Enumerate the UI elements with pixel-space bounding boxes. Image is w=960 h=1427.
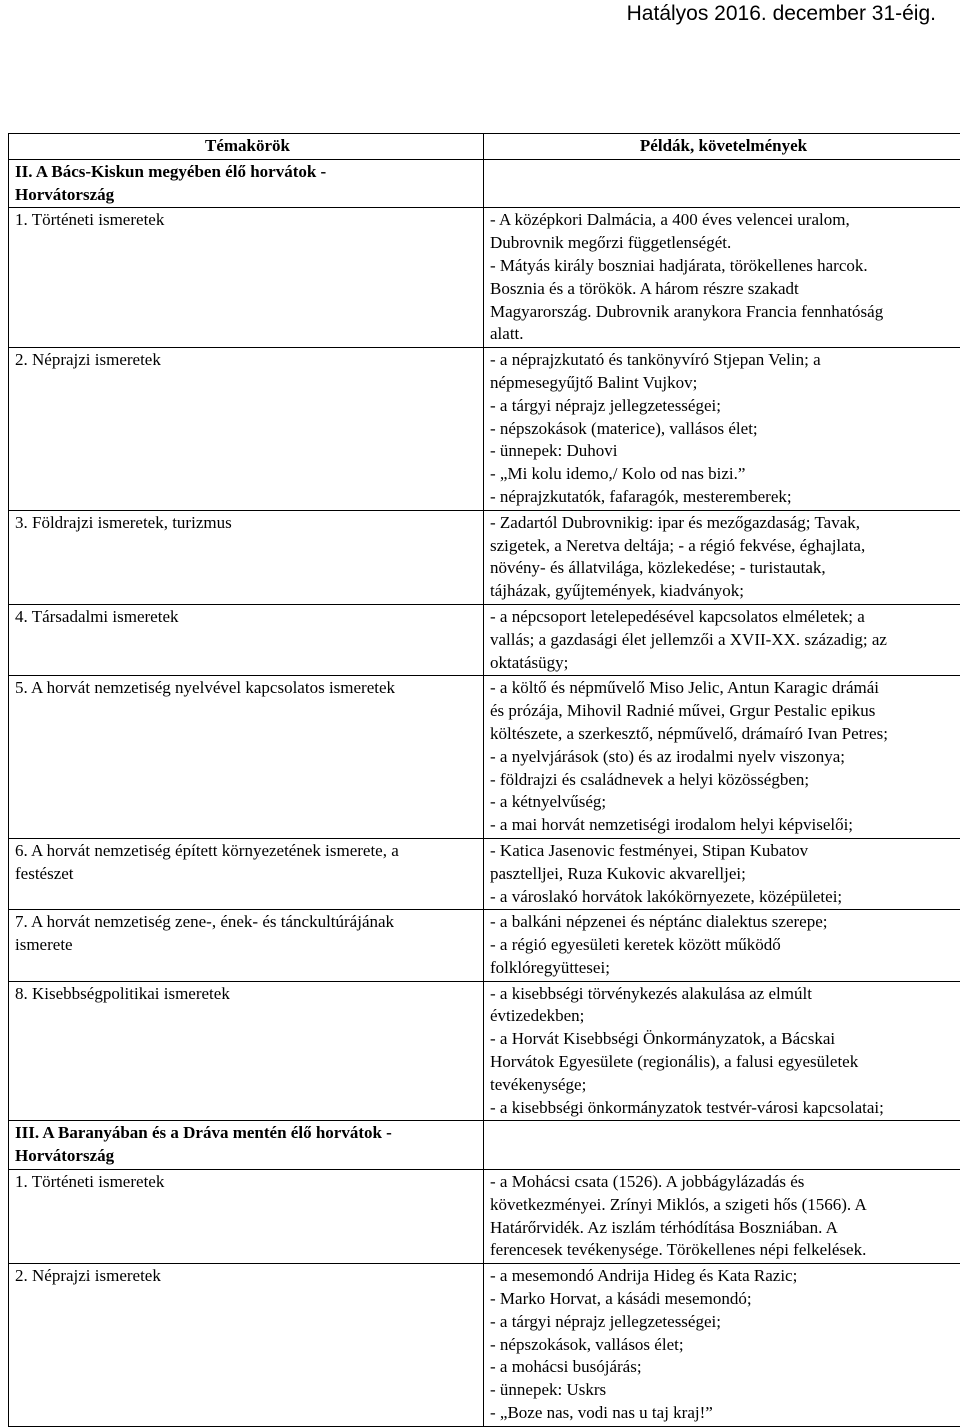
requirement-text: - a mesemondó Andrija Hideg és Kata Razic; <box>490 1265 957 1288</box>
requirement-text: Horvátok Egyesülete (regionális), a falusi egyesületek <box>490 1051 957 1074</box>
topic-text: 2. Néprajzi ismeretek <box>15 349 480 372</box>
requirement-text: - Katica Jasenovic festményei, Stipan Kubatov <box>490 840 957 863</box>
requirement-text: - Zadartól Dubrovnikig: ipar és mezőgazdaság; Tavak, <box>490 512 957 535</box>
requirement-text: - a régió egyesületi keretek között működő <box>490 934 957 957</box>
column-header-requirements: Példák, követelmények <box>484 134 960 160</box>
requirement-text: - népszokások (materice), vallásos élet; <box>490 418 957 441</box>
topic-text: 1. Történeti ismeretek <box>15 1171 480 1194</box>
requirement-text: tevékenysége; <box>490 1074 957 1097</box>
requirement-text: - ünnepek: Uskrs <box>490 1379 957 1402</box>
curriculum-table <box>8 133 960 1427</box>
topic-cell <box>9 1170 484 1264</box>
table-row <box>9 510 960 604</box>
requirement-text: ferencesek tevékenysége. Törökellenes népi felkelések. <box>490 1239 957 1262</box>
requirement-text: növény- és állatvilága, közlekedése; - turistautak, <box>490 557 957 580</box>
topic-cell <box>9 910 484 981</box>
requirement-text: - a kétnyelvűség; <box>490 791 957 814</box>
requirements-cell <box>484 676 960 839</box>
topic-text: II. A Bács-Kiskun megyében élő horvátok - <box>15 161 480 184</box>
topic-cell <box>9 208 484 348</box>
topic-text: 5. A horvát nemzetiség nyelvével kapcsolatos ismeretek <box>15 677 480 700</box>
table-row <box>9 159 960 208</box>
table-row <box>9 981 960 1121</box>
requirement-text: - a népcsoport letelepedésével kapcsolatos elméletek; a <box>490 606 957 629</box>
requirement-text: Bosznia és a törökök. A három részre szakadt <box>490 278 957 301</box>
requirement-text: - a Horvát Kisebbségi Önkormányzatok, a Bácskai <box>490 1028 957 1051</box>
topic-cell <box>9 1121 484 1170</box>
requirements-cell <box>484 348 960 511</box>
table-row <box>9 208 960 348</box>
requirements-cell <box>484 838 960 909</box>
requirements-cell <box>484 981 960 1121</box>
topic-text: 1. Történeti ismeretek <box>15 209 480 232</box>
table-row <box>9 1264 960 1427</box>
topic-text: III. A Baranyában és a Dráva mentén élő horvátok - <box>15 1122 480 1145</box>
requirement-text: pasztelljei, Ruza Kukovic akvarelljei; <box>490 863 957 886</box>
requirement-text: - a városlakó horvátok lakókörnyezete, középületei; <box>490 886 957 909</box>
requirement-text: vallás; a gazdasági élet jellemzői a XVII-XX. századig; az <box>490 629 957 652</box>
requirements-cell <box>484 910 960 981</box>
requirement-text: - a Mohácsi csata (1526). A jobbágylázadás és <box>490 1171 957 1194</box>
topic-text: 7. A horvát nemzetiség zene-, ének- és tánckultúrájának <box>15 911 480 934</box>
requirement-text: - A középkori Dalmácia, a 400 éves velencei uralom, <box>490 209 957 232</box>
topic-text: ismerete <box>15 934 480 957</box>
requirement-text: - a tárgyi néprajz jellegzetességei; <box>490 1311 957 1334</box>
topic-cell <box>9 981 484 1121</box>
requirement-text: Dubrovnik megőrzi függetlenségét. <box>490 232 957 255</box>
table-row <box>9 838 960 909</box>
page-header: Hatályos 2016. december 31-éig. <box>627 2 936 26</box>
requirement-text: - Mátyás király boszniai hadjárata, törökellenes harcok. <box>490 255 957 278</box>
requirement-text: Magyarország. Dubrovnik aranykora Francia fennhatóság <box>490 301 957 324</box>
topic-text: 4. Társadalmi ismeretek <box>15 606 480 629</box>
requirement-text: Határőrvidék. Az iszlám térhódítása Boszniában. A <box>490 1217 957 1240</box>
table-row <box>9 1170 960 1264</box>
requirement-text: folklóregyüttesei; <box>490 957 957 980</box>
topic-text: festészet <box>15 863 480 886</box>
topic-cell <box>9 1264 484 1427</box>
requirement-text: - ünnepek: Duhovi <box>490 440 957 463</box>
requirement-text: - „Boze nas, vodi nas u taj kraj!” <box>490 1402 957 1425</box>
table-row <box>9 676 960 839</box>
requirements-cell <box>484 159 960 208</box>
requirements-cell <box>484 1121 960 1170</box>
topic-text: 3. Földrajzi ismeretek, turizmus <box>15 512 480 535</box>
requirement-text: népmesegyűjtő Balint Vujkov; <box>490 372 957 395</box>
table-row <box>9 910 960 981</box>
topic-text: 8. Kisebbségpolitikai ismeretek <box>15 983 480 1006</box>
requirement-text: következményei. Zrínyi Miklós, a szigeti hős (1566). A <box>490 1194 957 1217</box>
requirement-text: alatt. <box>490 323 957 346</box>
column-header-topics: Témakörök <box>9 134 484 160</box>
table-row <box>9 604 960 675</box>
requirement-text: - a nyelvjárások (sto) és az irodalmi nyelv viszonya; <box>490 746 957 769</box>
topic-text: Horvátország <box>15 184 480 207</box>
requirement-text: - a mohácsi busójárás; <box>490 1356 957 1379</box>
requirement-text: - a tárgyi néprajz jellegzetességei; <box>490 395 957 418</box>
requirement-text: és prózája, Mihovil Radnié művei, Grgur Pestalic epikus <box>490 700 957 723</box>
topic-cell <box>9 348 484 511</box>
requirement-text: költészete, a szerkesztő, népművelő, drámaíró Ivan Petres; <box>490 723 957 746</box>
topic-text: Horvátország <box>15 1145 480 1168</box>
table-header-row <box>9 134 960 160</box>
requirements-cell <box>484 604 960 675</box>
requirement-text: oktatásügy; <box>490 652 957 675</box>
requirements-cell <box>484 208 960 348</box>
requirement-text: - a kisebbségi önkormányzatok testvér-városi kapcsolatai; <box>490 1097 957 1120</box>
topic-cell <box>9 838 484 909</box>
requirements-cell <box>484 1170 960 1264</box>
table-row <box>9 1121 960 1170</box>
requirement-text: - a néprajzkutató és tankönyvíró Stjepan Velin; a <box>490 349 957 372</box>
topic-cell <box>9 159 484 208</box>
requirement-text: tájházak, gyűjtemények, kiadványok; <box>490 580 957 603</box>
requirements-cell <box>484 1264 960 1427</box>
requirement-text: - a balkáni népzenei és néptánc dialektus szerepe; <box>490 911 957 934</box>
topic-cell <box>9 676 484 839</box>
requirement-text: - „Mi kolu idemo,/ Kolo od nas bizi.” <box>490 463 957 486</box>
requirement-text: - a mai horvát nemzetiségi irodalom helyi képviselői; <box>490 814 957 837</box>
requirement-text: évtizedekben; <box>490 1005 957 1028</box>
requirement-text: - Marko Horvat, a kásádi mesemondó; <box>490 1288 957 1311</box>
requirement-text: - népszokások, vallásos élet; <box>490 1334 957 1357</box>
requirements-cell <box>484 510 960 604</box>
requirement-text: - néprajzkutatók, fafaragók, mesteremberek; <box>490 486 957 509</box>
requirement-text: - a költő és népművelő Miso Jelic, Antun Karagic drámái <box>490 677 957 700</box>
requirement-text: - a kisebbségi törvénykezés alakulása az elmúlt <box>490 983 957 1006</box>
requirement-text: szigetek, a Neretva deltája; - a régió fekvése, éghajlata, <box>490 535 957 558</box>
topic-cell <box>9 510 484 604</box>
topic-text: 6. A horvát nemzetiség épített környezetének ismerete, a <box>15 840 480 863</box>
topic-text: 2. Néprajzi ismeretek <box>15 1265 480 1288</box>
topic-cell <box>9 604 484 675</box>
requirement-text: - földrajzi és családnevek a helyi közösségben; <box>490 769 957 792</box>
table-row <box>9 348 960 511</box>
